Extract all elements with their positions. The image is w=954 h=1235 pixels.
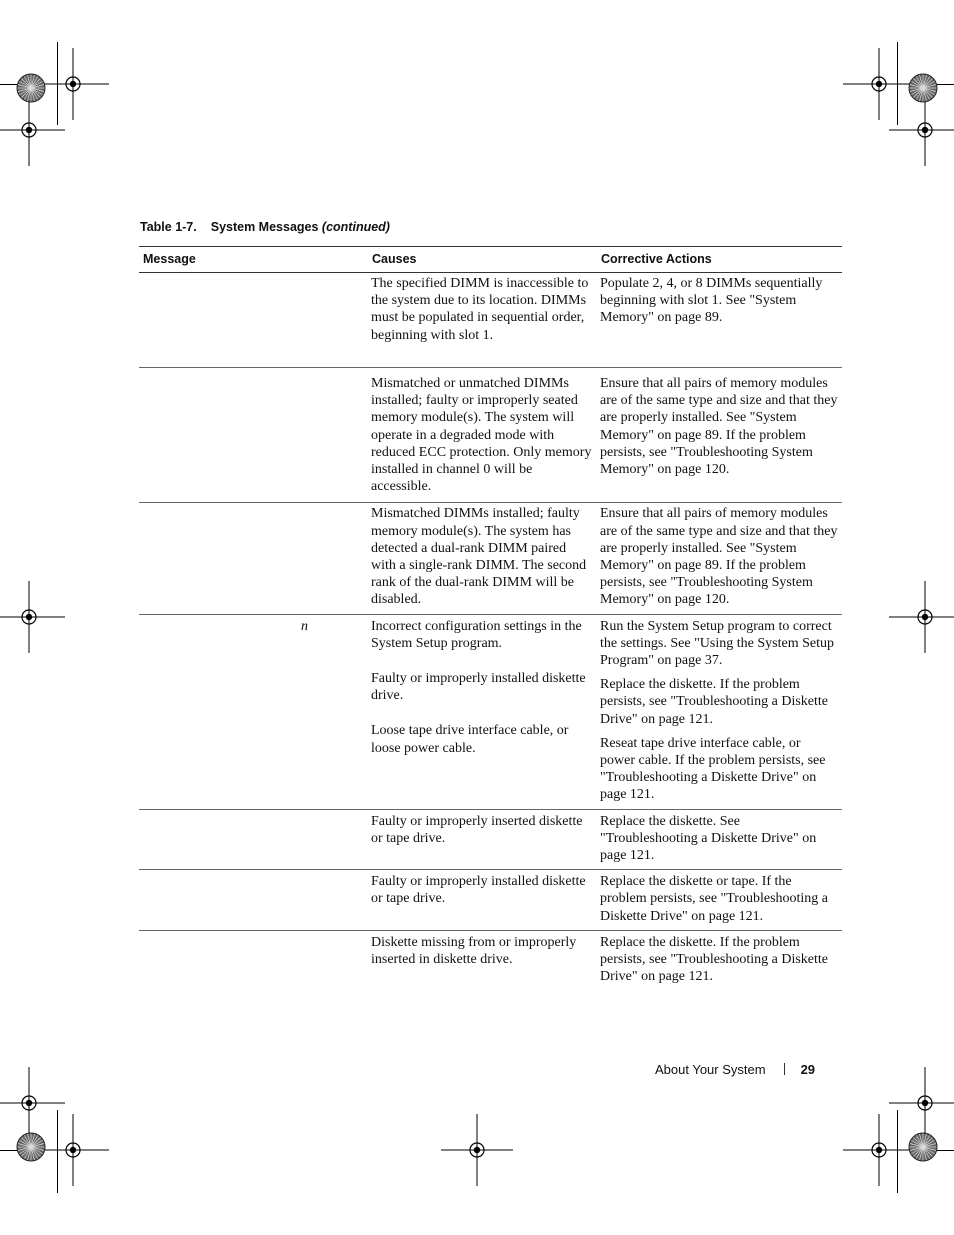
color-rosette-icon — [16, 1132, 46, 1162]
message-cell — [139, 273, 368, 368]
system-messages-table — [139, 246, 842, 986]
table-row — [139, 368, 842, 503]
cause-cell — [368, 614, 597, 809]
footer-separator — [784, 1063, 785, 1075]
action-cell: Replace the diskette. If the problem persists, see "Troubleshooting a Diskette Drive" on page 121. — [600, 934, 829, 985]
action-cell: Replace the diskette or tape. If the problem persists, see "Troubleshooting a Diskette Drive" on page 121. — [597, 870, 842, 931]
header-message: Message — [139, 247, 368, 273]
registration-crosshair-icon — [441, 1114, 513, 1186]
message-cell — [139, 870, 368, 931]
table-number: Table 1-7. — [140, 220, 197, 234]
table-row — [139, 614, 842, 809]
table-row — [139, 273, 842, 368]
cause-cell: Mismatched or unmatched DIMMs installed; faulty or improperly seated memory module(s). The system will operate in a degraded mode with reduced ECC protection. Only memory installed in channel 0 will be accessible. — [368, 368, 597, 503]
action-text: Run the System Setup program to correct the settings. See "Using the System Setup Program" on page 37. — [600, 618, 834, 669]
cause-cell: Faulty or improperly inserted diskette or tape drive. — [368, 809, 597, 870]
header-corrective-actions: Corrective Actions — [597, 247, 842, 273]
table-row — [139, 870, 842, 931]
message-cell — [139, 368, 368, 503]
page-footer — [655, 1062, 815, 1077]
color-rosette-icon — [16, 73, 46, 103]
cause-cell: Faulty or improperly installed diskette or tape drive. — [368, 870, 597, 931]
table-row — [139, 930, 842, 985]
registration-crosshair-icon — [889, 94, 954, 166]
action-cell: Ensure that all pairs of memory modules are of the same type and size and that they are properly installed. See "System Memory" on page 89. If the problem persists, see "Troubleshooting System Memory" on page 120. — [597, 503, 842, 614]
cause-cell: The specified DIMM is inaccessible to the system due to its location. DIMMs must be populated in sequential order, beginning with slot 1. — [368, 273, 597, 368]
table-row — [139, 503, 842, 614]
cause-text: Incorrect configuration settings in the System Setup program. — [371, 618, 582, 651]
message-cell — [139, 930, 368, 985]
action-cell: Ensure that all pairs of memory modules are of the same type and size and that they are properly installed. See "System Memory" on page 89. If the problem persists, see "Troubleshooting System Memory" on page 120. — [597, 368, 842, 503]
table-caption — [140, 220, 390, 234]
table-header-row — [139, 247, 842, 273]
cause-cell: Diskette missing from or improperly inserted in diskette drive. — [371, 934, 577, 968]
page-number: 29 — [800, 1062, 816, 1077]
action-text: Reseat tape drive interface cable, or power cable. If the problem persists, see "Troubleshooting a Diskette Drive" on page 121. — [600, 735, 826, 803]
color-rosette-icon — [908, 1132, 938, 1162]
message-cell — [139, 809, 368, 870]
registration-crosshair-icon — [843, 1114, 915, 1186]
table-title: System Messages — [210, 220, 319, 234]
registration-crosshair-icon — [889, 581, 954, 653]
action-cell: Replace the diskette. See "Troubleshooting a Diskette Drive" on page 121. — [597, 809, 842, 870]
action-text: Replace the diskette. If the problem persists, see "Troubleshooting a Diskette Drive" on page 121. — [600, 677, 829, 727]
cause-text: Faulty or improperly installed diskette drive. — [371, 671, 586, 704]
registration-crosshair-icon — [37, 1114, 109, 1186]
cause-text: Loose tape drive interface cable, or loose power cable. — [371, 723, 569, 756]
header-causes: Causes — [368, 247, 597, 273]
table-continued: (continued) — [321, 220, 390, 234]
action-cell — [597, 614, 842, 809]
message-cell — [139, 503, 368, 614]
table-row — [139, 809, 842, 870]
registration-crosshair-icon — [0, 581, 65, 653]
footer-section-title: About Your System — [655, 1062, 766, 1077]
action-cell: Populate 2, 4, or 8 DIMMs sequentially beginning with slot 1. See "System Memory" on page 89. — [597, 273, 842, 368]
color-rosette-icon — [908, 73, 938, 103]
registration-crosshair-icon — [0, 94, 65, 166]
message-cell: n — [139, 614, 368, 809]
cause-cell: Mismatched DIMMs installed; faulty memory module(s). The system has detected a dual-rank DIMM paired with a single-rank DIMM. The second rank of the dual-rank DIMM will be disabled. — [368, 503, 597, 614]
